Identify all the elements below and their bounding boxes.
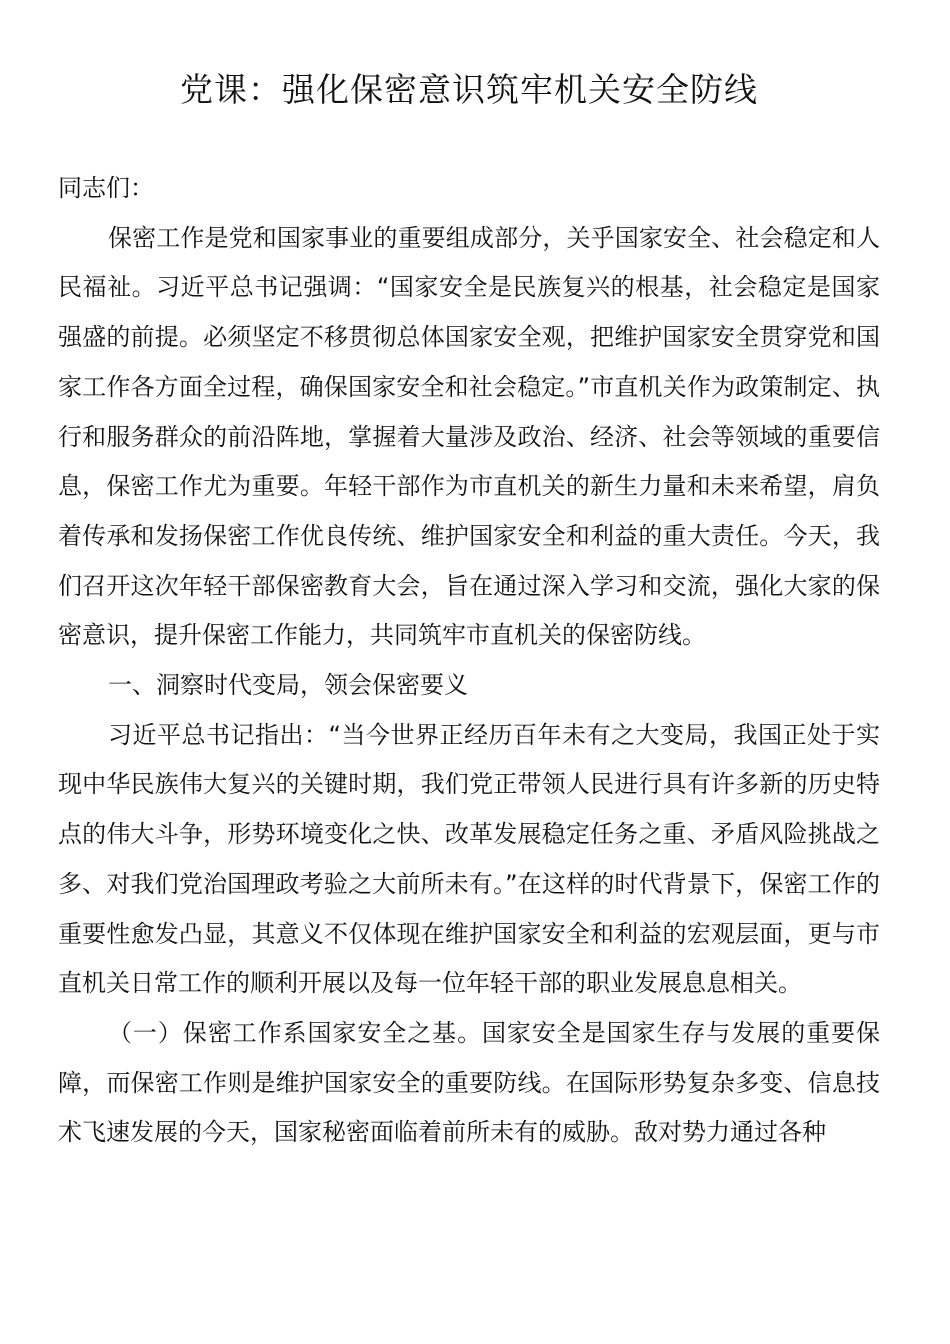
salutation: 同志们： [58,174,154,202]
document-title: 党课：强化保密意识筑牢机关安全防线 [180,70,758,109]
document-body [58,164,880,1158]
section-heading-1: 一、洞察时代变局，领会保密要义 [108,671,468,700]
paragraph-subsection-1: （一）保密工作系国家安全之基。国家安全是国家生存与发展的重要保障，而保密工作则是维护国家安全的重要防线。在国际形势复杂多变、信息技术飞速发展的今天，国家秘密面临着前所未有的威胁。敌对势力通过各种 [58,1018,880,1147]
paragraph-section-1: 习近平总书记指出：“当今世界正经历百年未有之大变局，我国正处于实现中华民族伟大复兴的关键时期，我们党正带领人民进行具有许多新的历史特点的伟大斗争，形势环境变化之快、改革发展稳定任务之重、矛盾风险挑战之多、对我们党治国理政考验之大前所未有。”在这样的时代背景下，保密工作的重要性愈发凸显，其意义不仅体现在维护国家安全和利益的宏观层面，更与市直机关日常工作的顺利开展以及每一位年轻干部的职业发展息息相关。 [58,720,880,998]
document-page [58,0,880,1158]
paragraph-intro: 保密工作是党和国家事业的重要组成部分，关乎国家安全、社会稳定和人民福祉。习近平总书记强调：“国家安全是民族复兴的根基，社会稳定是国家强盛的前提。必须坚定不移贯彻总体国家安全观，把维护国家安全贯穿党和国家工作各方面全过程，确保国家安全和社会稳定。”市直机关作为政策制定、执行和服务群众的前沿阵地，掌握着大量涉及政治、经济、社会等领域的重要信息，保密工作尤为重要。年轻干部作为市直机关的新生力量和未来希望，肩负着传承和发扬保密工作优良传统、维护国家安全和利益的重大责任。今天，我们召开这次年轻干部保密教育大会，旨在通过深入学习和交流，强化大家的保密意识，提升保密工作能力，共同筑牢市直机关的保密防线。 [58,223,880,650]
